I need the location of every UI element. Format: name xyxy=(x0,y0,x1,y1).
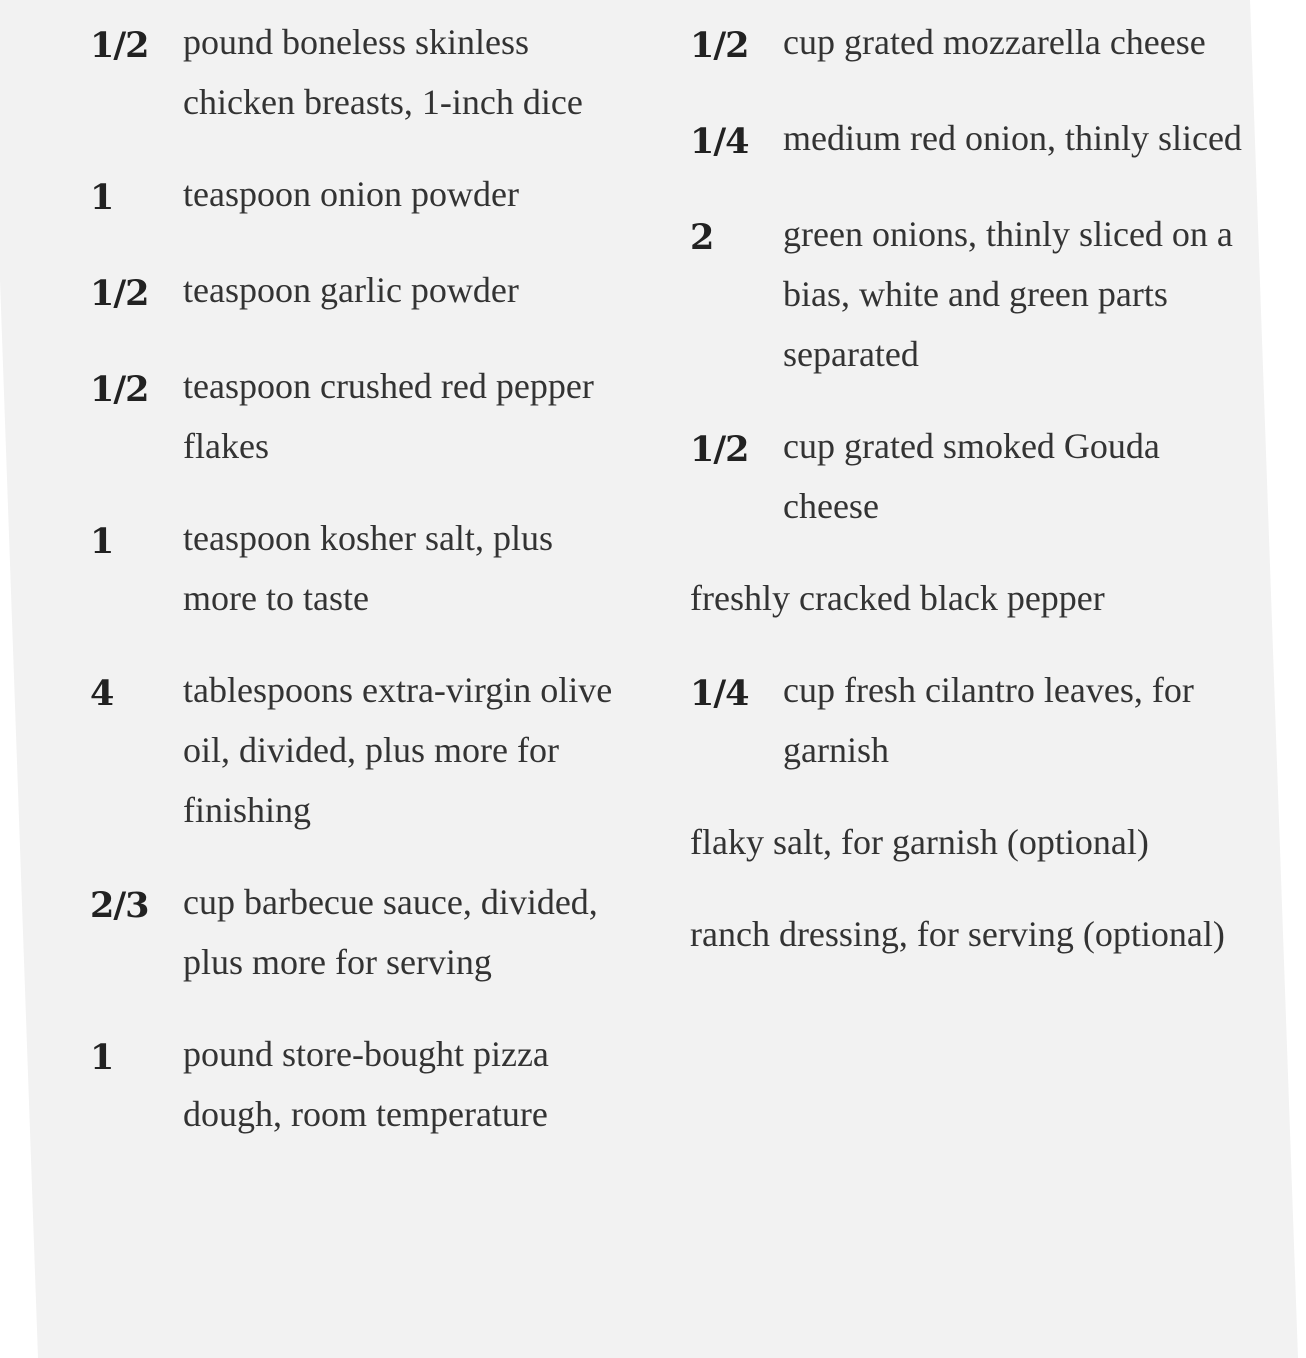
ingredient-item xyxy=(90,872,630,992)
ingredient-quantity: 2 xyxy=(690,217,714,258)
ingredient-item xyxy=(690,204,1250,384)
ingredient-item xyxy=(690,812,1250,872)
ingredients-column-left xyxy=(90,12,630,1176)
ingredient-text: freshly cracked black pepper xyxy=(690,578,1105,618)
ingredient-quantity: 1/2 xyxy=(690,25,749,66)
ingredient-text: ranch dressing, for serving (optional) xyxy=(690,914,1225,954)
ingredient-text: flaky salt, for garnish (optional) xyxy=(690,822,1149,862)
ingredient-text: cup grated mozzarella cheese xyxy=(783,22,1206,62)
ingredient-item xyxy=(690,904,1250,964)
ingredient-text: teaspoon garlic powder xyxy=(183,270,519,310)
ingredient-text: pound store-bought pizza dough, room temperature xyxy=(183,1034,549,1134)
ingredient-item xyxy=(90,660,630,840)
ingredient-item xyxy=(690,12,1250,76)
ingredient-text: tablespoons extra-virgin olive oil, divided, plus more for finishing xyxy=(183,670,613,830)
ingredient-text: cup barbecue sauce, divided, plus more for serving xyxy=(183,882,598,982)
ingredient-item xyxy=(90,164,630,228)
ingredient-text: green onions, thinly sliced on a bias, white and green parts separated xyxy=(783,214,1233,374)
ingredient-quantity: 2/3 xyxy=(90,885,149,926)
ingredient-quantity: 1/2 xyxy=(690,429,749,470)
ingredient-quantity: 1/2 xyxy=(90,25,149,66)
ingredient-text: teaspoon crushed red pepper flakes xyxy=(183,366,594,466)
ingredient-text: teaspoon onion powder xyxy=(183,174,519,214)
ingredient-quantity: 1/4 xyxy=(690,673,749,714)
ingredient-item xyxy=(690,108,1250,172)
ingredient-quantity: 1 xyxy=(90,177,114,218)
ingredient-item xyxy=(90,1024,630,1144)
ingredient-quantity: 1/2 xyxy=(90,273,149,314)
ingredient-text: teaspoon kosher salt, plus more to taste xyxy=(183,518,553,618)
ingredient-item xyxy=(90,260,630,324)
ingredient-text: pound boneless skinless chicken breasts, 1-inch dice xyxy=(183,22,583,122)
ingredient-item xyxy=(90,508,630,628)
ingredient-item xyxy=(690,660,1250,780)
ingredient-quantity: 1 xyxy=(90,521,114,562)
ingredient-item xyxy=(90,356,630,476)
ingredient-text: cup grated smoked Gouda cheese xyxy=(783,426,1160,526)
ingredient-item xyxy=(90,12,630,132)
ingredient-quantity: 1/4 xyxy=(690,121,749,162)
ingredient-quantity: 1/2 xyxy=(90,369,149,410)
ingredient-text: cup fresh cilantro leaves, for garnish xyxy=(783,670,1194,770)
ingredient-quantity: 4 xyxy=(90,673,114,714)
ingredient-quantity: 1 xyxy=(90,1037,114,1078)
ingredient-item xyxy=(690,568,1250,628)
ingredient-item xyxy=(690,416,1250,536)
ingredients-column-right xyxy=(690,12,1250,996)
ingredient-text: medium red onion, thinly sliced xyxy=(783,118,1242,158)
